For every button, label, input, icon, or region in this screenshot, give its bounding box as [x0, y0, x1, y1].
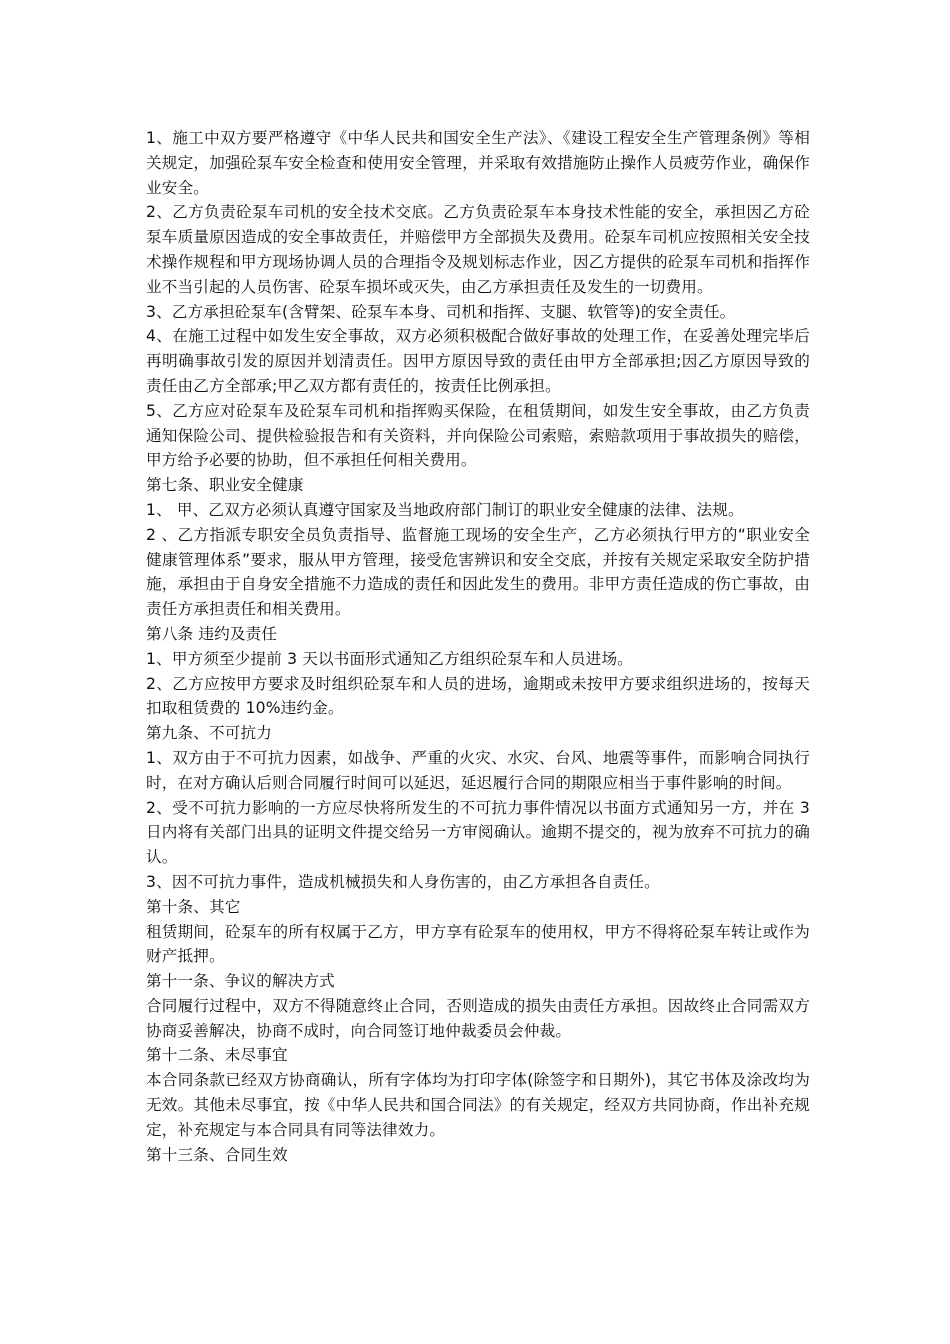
article-heading: 第十一条、争议的解决方式 — [146, 972, 335, 991]
clause-paragraph: 合同履行过程中，双方不得随意终止合同，否则造成的损失由责任方承担。因故终止合同需双方协商妥善解决，协商不成时，向合同签订地仲裁委员会仲裁。 — [146, 996, 810, 1040]
clause-paragraph: 2、乙方应按甲方要求及时组织砼泵车和人员的进场，逾期或未按甲方要求组织进场的，按每天扣取租赁费的 10%违约金。 — [146, 674, 810, 718]
article-heading: 第七条、职业安全健康 — [146, 476, 304, 495]
clause-paragraph: 租赁期间，砼泵车的所有权属于乙方，甲方享有砼泵车的使用权，甲方不得将砼泵车转让或作为财产抵押。 — [146, 922, 810, 966]
clause-paragraph: 3、乙方承担砼泵车(含臂架、砼泵车本身、司机和指挥、支腿、软管等)的安全责任。 — [146, 302, 736, 321]
clause-paragraph: 2、乙方负责砼泵车司机的安全技术交底。乙方负责砼泵车本身技术性能的安全，承担因乙方砼泵车质量原因造成的安全事故责任，并赔偿甲方全部损失及费用。砼泵车司机应按照相关安全技术操作规程和甲方现场协调人员的合理指令及规划标志作业，因乙方提供的砼泵车司机和指挥作业不当引起的人员伤害、砼泵车损坏或灭失，由乙方承担责任及发生的一切费用。 — [146, 203, 810, 296]
clause-paragraph: 1、 甲、乙双方必须认真遵守国家及当地政府部门制订的职业安全健康的法律、法规。 — [146, 500, 744, 519]
clause-paragraph: 5、乙方应对砼泵车及砼泵车司机和指挥购买保险，在租赁期间，如发生安全事故，由乙方负责通知保险公司、提供检验报告和有关资料，并向保险公司索赔，索赔款项用于事故损失的赔偿，甲方给予必要的协助，但不承担任何相关费用。 — [146, 401, 810, 470]
article-heading: 第十二条、未尽事宜 — [146, 1046, 288, 1065]
article-heading: 第八条 违约及责任 — [146, 624, 278, 643]
clause-paragraph: 2 、乙方指派专职安全员负责指导、监督施工现场的安全生产，乙方必须执行甲方的“职业安全健康管理体系”要求，服从甲方管理，接受危害辨识和安全交底，并按有关规定采取安全防护措施，承担由于自身安全措施不力造成的责任和因此发生的费用。非甲方责任造成的伤亡事故，由责任方承担责任和相关费用。 — [146, 525, 810, 619]
clause-paragraph: 1、双方由于不可抗力因素，如战争、严重的火灾、水灾、台风、地震等事件，而影响合同执行时，在对方确认后则合同履行时间可以延迟，延迟履行合同的期限应相当于事件影响的时间。 — [146, 748, 810, 792]
article-heading: 第十条、其它 — [146, 897, 241, 916]
clause-paragraph: 1、甲方须至少提前 3 天以书面形式通知乙方组织砼泵车和人员进场。 — [146, 649, 633, 668]
document-page — [146, 126, 810, 1167]
clause-paragraph: 2、受不可抗力影响的一方应尽快将所发生的不可抗力事件情况以书面方式通知另一方，并在 3 日内将有关部门出具的证明文件提交给另一方审阅确认。逾期不提交的，视为放弃不可抗力的确认。 — [146, 798, 810, 867]
clause-paragraph: 本合同条款已经双方协商确认，所有字体均为打印字体(除签字和日期外)，其它书体及涂改均为无效。其他未尽事宜，按《中华人民共和国合同法》的有关规定，经双方共同协商，作出补充规定，补充规定与本合同具有同等法律效力。 — [146, 1071, 810, 1139]
clause-paragraph: 4、在施工过程中如发生安全事故，双方必须积极配合做好事故的处理工作，在妥善处理完毕后再明确事故引发的原因并划清责任。因甲方原因导致的责任由甲方全部承担;因乙方原因导致的责任由乙方全部承;甲乙双方都有责任的，按责任比例承担。 — [146, 327, 810, 395]
clause-paragraph: 3、因不可抗力事件，造成机械损失和人身伤害的，由乙方承担各自责任。 — [146, 872, 660, 891]
article-heading: 第十三条、合同生效 — [146, 1145, 288, 1164]
article-heading: 第九条、不可抗力 — [146, 724, 272, 743]
clause-paragraph: 1、施工中双方要严格遵守《中华人民共和国安全生产法》、《建设工程安全生产管理条例》等相关规定，加强砼泵车安全检查和使用安全管理，并采取有效措施防止操作人员疲劳作业，确保作业安全。 — [146, 129, 810, 197]
